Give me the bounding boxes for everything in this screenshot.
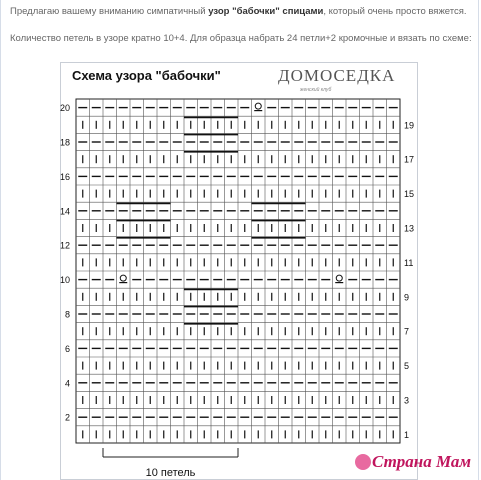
row-label-right: 9 — [404, 292, 410, 303]
strana-mam-watermark: Страна Мам — [372, 452, 472, 471]
row-label-right: 5 — [404, 361, 410, 372]
row-label-left: 4 — [64, 378, 70, 389]
repeat-label: 10 петель — [145, 467, 196, 479]
row-label-right: 1 — [404, 429, 410, 440]
intro-text-suffix: , который очень просто вяжется. — [323, 6, 467, 17]
instructions-paragraph: Количество петель в узоре кратно 10+4. Для образца набрать 24 петли+2 кромочные и вязать по схеме: — [10, 33, 472, 44]
intro-text-prefix: Предлагаю вашему вниманию симпатичный — [10, 6, 209, 17]
chart-title: Схема узора "бабочки" — [72, 68, 221, 83]
row-label-left: 18 — [59, 137, 70, 148]
row-label-left: 14 — [59, 206, 70, 217]
strana-mam-logo-icon — [355, 454, 371, 470]
row-label-right: 3 — [404, 395, 410, 406]
row-label-right: 7 — [404, 326, 410, 337]
row-label-right: 11 — [404, 257, 414, 268]
row-label-left: 6 — [64, 343, 70, 354]
row-label-left: 10 — [59, 275, 70, 286]
domosedka-logo: ДОМОСЕДКА — [278, 66, 396, 85]
row-label-left: 8 — [64, 309, 70, 320]
row-label-right: 19 — [404, 120, 415, 131]
row-label-left: 16 — [59, 171, 70, 182]
row-label-right: 13 — [404, 223, 415, 234]
row-label-left: 12 — [59, 240, 70, 251]
domosedka-logo-subtitle: женский клуб — [300, 87, 332, 93]
row-label-right: 15 — [404, 189, 415, 200]
row-label-left: 20 — [59, 103, 70, 114]
row-label-right: 17 — [404, 154, 415, 165]
intro-text-bold: узор "бабочки" спицами — [208, 6, 324, 17]
row-label-left: 2 — [64, 412, 70, 423]
